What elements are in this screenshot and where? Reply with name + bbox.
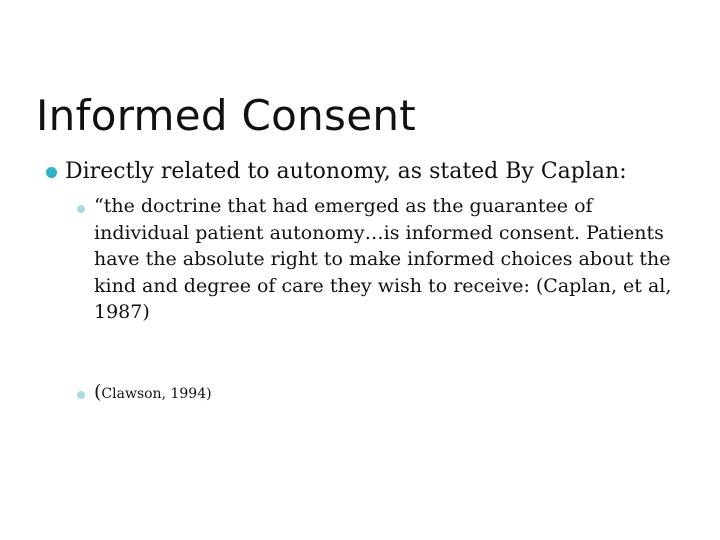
slide-title: Informed Consent — [36, 91, 417, 140]
sub-bullet-dot-icon — [77, 205, 85, 213]
sub-bullet-quote — [77, 193, 677, 326]
sub-bullet-text: “the doctrine that had emerged as the guarantee of individual patient autonomy…is informed consent. Patients have the absolute right to make informed choices about the kind and degree of care they wish to receive: (Caplan, et al, 1987) — [94, 195, 672, 323]
bullet-dot-icon — [46, 167, 57, 178]
citation-source: Clawson, 1994) — [101, 386, 212, 402]
citation-paren: ( — [94, 381, 102, 403]
bullet-level1 — [46, 155, 696, 189]
sub-bullet-citation — [77, 379, 677, 408]
citation-text — [94, 379, 212, 408]
sub-bullet-dot-icon — [77, 391, 85, 399]
bullet-text: Directly related to autonomy, as stated By Caplan: — [65, 159, 627, 184]
